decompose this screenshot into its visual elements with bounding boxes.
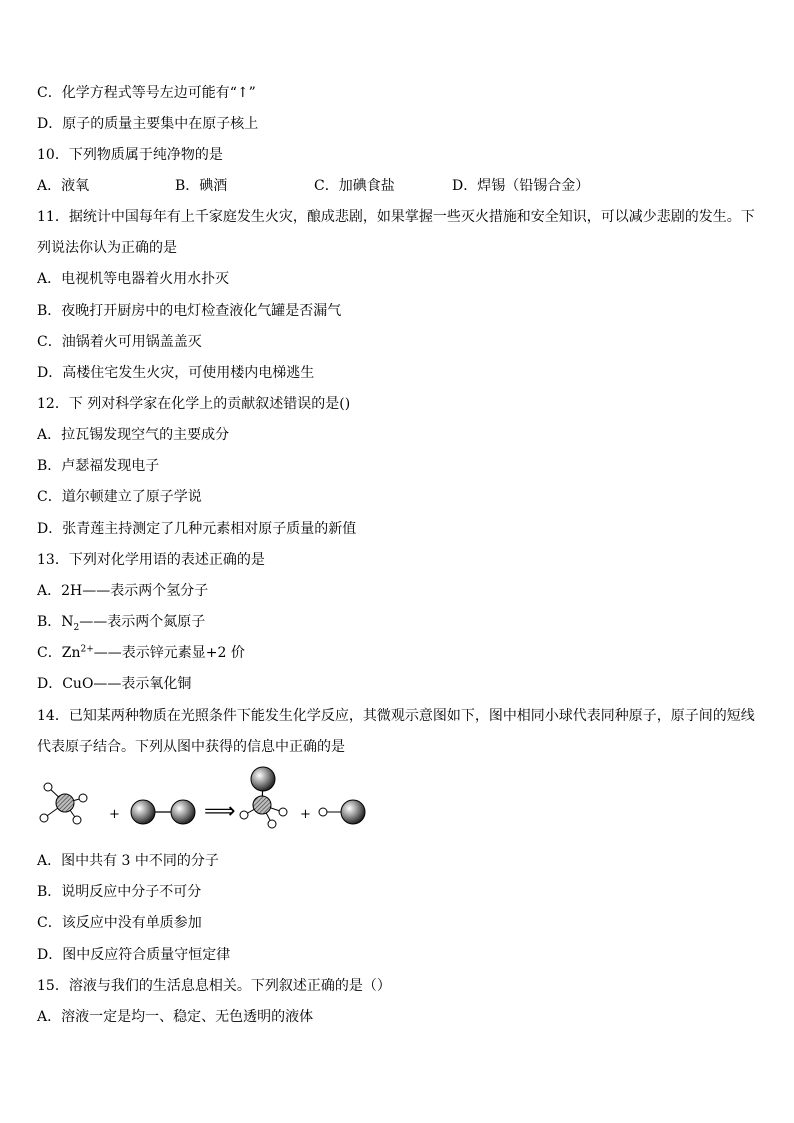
q11-option-d: D．高楼住宅发生火灾，可使用楼内电梯逃生 — [37, 365, 315, 381]
q13b-subscript: 2 — [73, 622, 80, 633]
q13b-suffix: ——表示两个氮原子 — [79, 614, 206, 630]
q12-option-a: A．拉瓦锡发现空气的主要成分 — [37, 427, 230, 443]
q10-stem: 10．下列物质属于纯净物的是 — [37, 147, 223, 163]
small-atom — [73, 816, 81, 824]
large-atom — [131, 800, 155, 824]
q13-option-c — [37, 644, 245, 662]
q13-stem: 13．下列对化学用语的表述正确的是 — [37, 552, 265, 568]
q12-option-c: C．道尔顿建立了原子学说 — [37, 489, 202, 505]
q11-option-a: A．电视机等电器着火用水扑灭 — [37, 271, 230, 287]
q13c-suffix: ——表示锌元素显+2 价 — [93, 645, 245, 661]
q11-stem: 11．据统计中国每年有上千家庭发生火灾，酿成悲剧，如果掌握一些灭火措施和安全知识，可以减少悲剧的发生。下 — [37, 209, 755, 225]
q10-option-d: D．焊锡（铅锡合金） — [452, 178, 590, 194]
small-atom — [44, 783, 52, 791]
product-molecule-2 — [319, 800, 365, 824]
small-atom — [79, 794, 87, 802]
reaction-arrow: ⟹ — [204, 799, 236, 824]
q12-option-d: D．张青莲主持测定了几种元素相对原子质量的新值 — [37, 521, 357, 537]
reactant-molecule-2 — [131, 800, 195, 824]
q12-option-b: B．卢瑟福发现电子 — [37, 458, 160, 474]
q11-stem-cont: 列说法你认为正确的是 — [37, 240, 177, 256]
q9-option-c: C．化学方程式等号左边可能有“↑” — [37, 85, 256, 101]
q14-stem-cont: 代表原子结合。下列从图中获得的信息中正确的是 — [37, 739, 345, 755]
q10-option-b: B．碘酒 — [175, 178, 228, 194]
q11-option-b: B．夜晚打开厨房中的电灯检查液化气罐是否漏气 — [37, 303, 342, 319]
q13-option-d: D．CuO——表示氧化铜 — [37, 676, 192, 692]
reactant-molecule-1 — [40, 783, 87, 824]
q13b-prefix: B．N — [37, 614, 74, 630]
small-atom — [240, 811, 248, 819]
q14-option-b: B．说明反应中分子不可分 — [37, 884, 202, 900]
large-atom — [171, 800, 195, 824]
q12-stem: 12．下 列对科学家在化学上的贡献叙述错误的是() — [37, 396, 351, 412]
q13-option-b — [37, 613, 205, 631]
small-atom — [319, 808, 327, 816]
q13c-superscript: 2+ — [80, 644, 94, 655]
small-atom — [40, 814, 48, 822]
q10-option-c: C．加碘食盐 — [314, 178, 395, 194]
product-molecule-1 — [240, 767, 287, 828]
q13c-prefix: C．Zn — [37, 645, 81, 661]
q10-option-a: A．液氧 — [37, 178, 90, 194]
reaction-diagram — [30, 762, 375, 837]
small-atom — [279, 808, 287, 816]
hatched-atom — [253, 796, 271, 814]
plus-sign: + — [109, 807, 120, 822]
q9-option-d: D．原子的质量主要集中在原子核上 — [37, 116, 259, 132]
hatched-atom — [56, 794, 74, 812]
large-atom — [341, 800, 365, 824]
large-atom — [251, 767, 275, 791]
q14-option-a: A．图中共有 3 中不同的分子 — [37, 853, 219, 869]
plus-sign: + — [300, 807, 311, 822]
q15-stem: 15．溶液与我们的生活息息相关。下列叙述正确的是（） — [37, 978, 391, 994]
q14-stem: 14．已知某两种物质在光照条件下能发生化学反应，其微观示意图如下，图中相同小球代表同种原子，原子间的短线 — [37, 708, 755, 724]
q11-option-c: C．油锅着火可用锅盖盖灭 — [37, 334, 202, 350]
small-atom — [268, 820, 276, 828]
q14-option-d: D．图中反应符合质量守恒定律 — [37, 947, 231, 963]
q15-option-a: A．溶液一定是均一、稳定、无色透明的液体 — [37, 1009, 314, 1025]
q14-option-c: C．该反应中没有单质参加 — [37, 915, 202, 931]
q13-option-a: A．2H——表示两个氢分子 — [37, 583, 209, 599]
